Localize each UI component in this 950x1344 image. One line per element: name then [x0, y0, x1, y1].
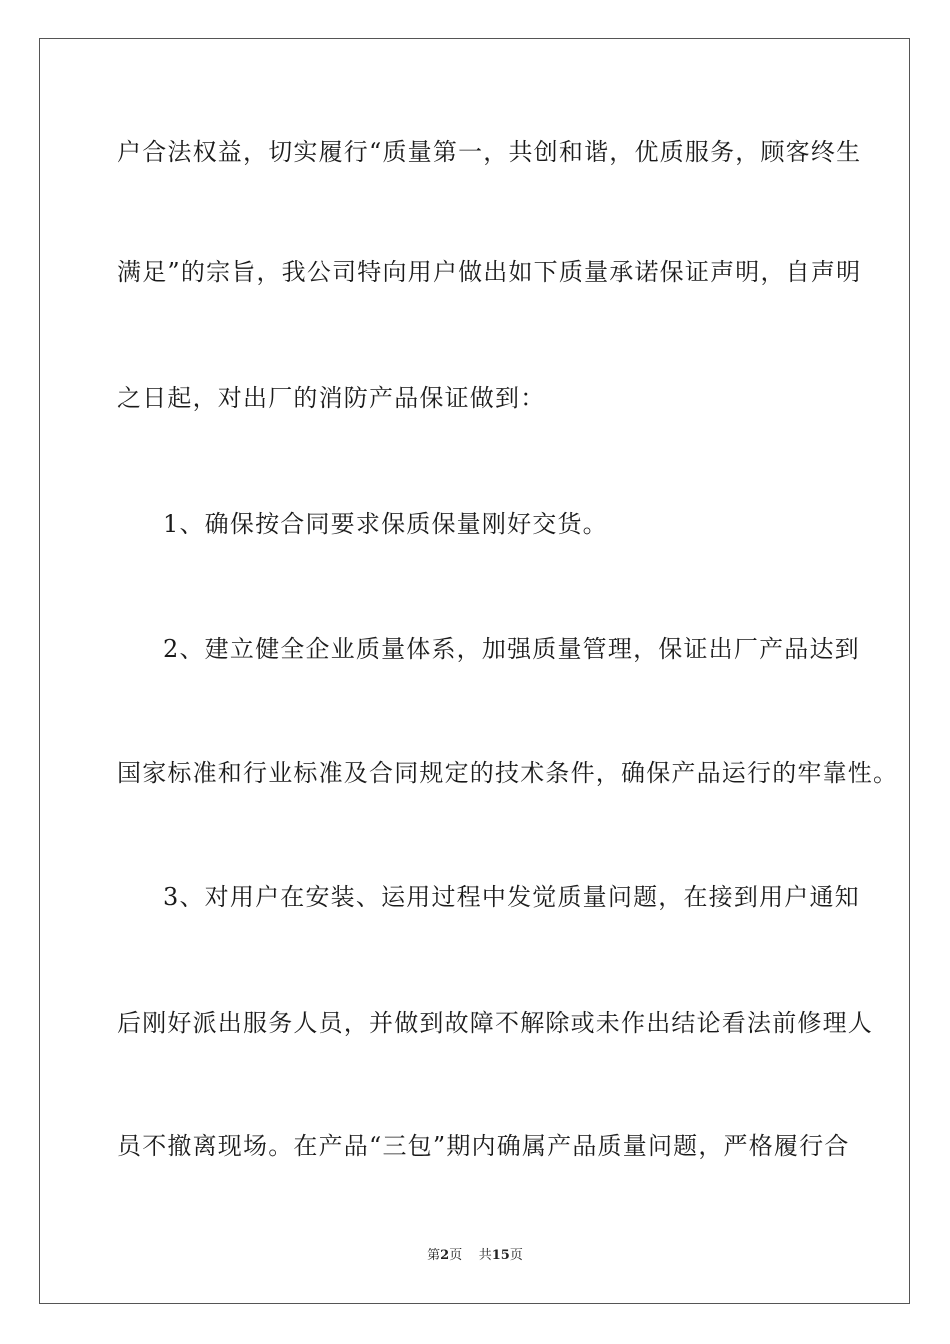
page-number: 2 — [440, 1248, 450, 1263]
page-footer — [0, 1247, 950, 1265]
page-border — [39, 38, 910, 1304]
body-line-3: 之日起，对出厂的消防产品保证做到： — [117, 384, 546, 412]
list-item-3-line-3: 员不撤离现场。在产品“三包”期内确属产品质量问题，严格履行合 — [117, 1132, 850, 1160]
list-item-2-line-2: 国家标准和行业标准及合同规定的技术条件，确保产品运行的牢靠性。 — [117, 759, 899, 787]
page-suffix: 页 — [449, 1248, 463, 1263]
total-prefix: 共 — [478, 1248, 492, 1263]
body-line-1: 户合法权益，切实履行“质量第一，共创和谐，优质服务，顾客终生 — [117, 138, 862, 166]
total-suffix: 页 — [509, 1248, 523, 1263]
list-item-3-line-1: 3、对用户在安装、运用过程中发觉质量问题，在接到用户通知 — [163, 883, 860, 911]
list-item-2-line-1: 2、建立健全企业质量体系，加强质量管理，保证出厂产品达到 — [163, 635, 860, 663]
list-item-3-line-2: 后刚好派出服务人员，并做到故障不解除或未作出结论看法前修理人 — [117, 1009, 873, 1037]
page-prefix: 第 — [427, 1248, 441, 1263]
body-line-2: 满足”的宗旨，我公司特向用户做出如下质量承诺保证声明，自声明 — [117, 258, 862, 286]
total-pages: 15 — [491, 1248, 510, 1263]
list-item-1: 1、确保按合同要求保质保量刚好交货。 — [163, 510, 608, 538]
